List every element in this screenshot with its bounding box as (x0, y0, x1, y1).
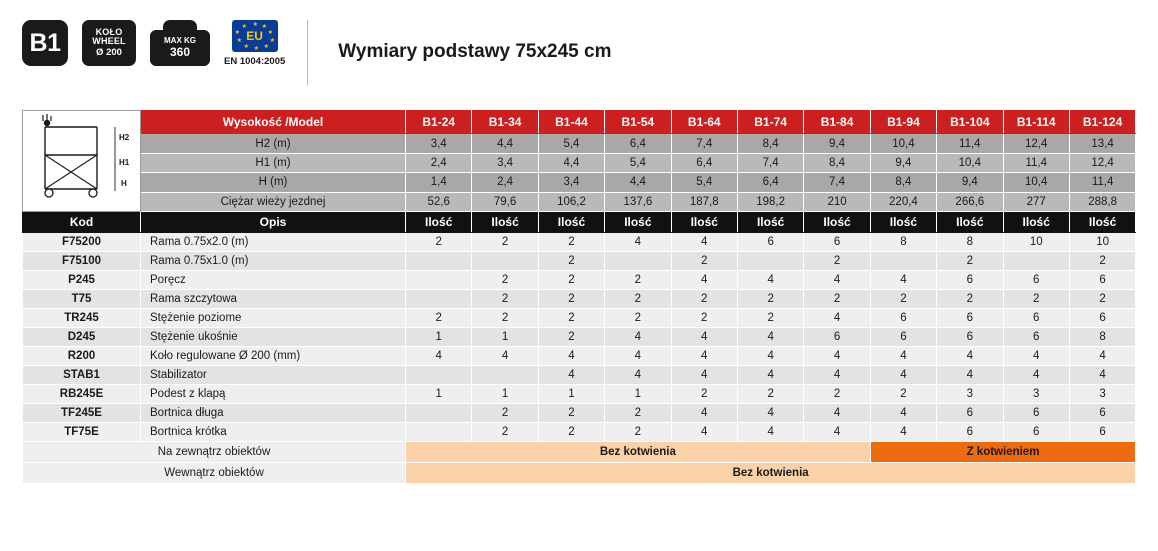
subheader-qty-5: Ilość (737, 212, 803, 233)
row-qty-cell: 4 (671, 233, 737, 252)
spec-cell: 11,4 (1069, 173, 1135, 192)
row-qty-cell: 2 (605, 290, 671, 309)
row-code: F75200 (23, 233, 141, 252)
row-qty-cell (406, 404, 472, 423)
footer-label: Wewnątrz obiektów (23, 463, 406, 484)
row-qty-cell: 4 (671, 328, 737, 347)
spec-row-label: Ciężar wieży jezdnej (141, 192, 406, 211)
row-qty-cell: 1 (406, 328, 472, 347)
footer-segment: Bez kotwienia (406, 442, 871, 463)
spec-cell: 277 (1003, 192, 1069, 211)
badge-maxkg-body (150, 30, 210, 66)
header-model-4: B1-64 (671, 111, 737, 134)
subheader-qty-7: Ilość (870, 212, 936, 233)
spec-cell: 10,4 (1003, 173, 1069, 192)
row-qty-cell: 3 (1069, 385, 1135, 404)
row-qty-cell: 6 (1003, 423, 1069, 442)
spec-cell: 8,4 (870, 173, 936, 192)
row-qty-cell: 4 (804, 423, 870, 442)
table-row (23, 252, 1136, 271)
diagram-label-h2: H2 (119, 133, 130, 142)
row-qty-cell: 2 (472, 290, 538, 309)
row-qty-cell: 2 (870, 290, 936, 309)
row-qty-cell (406, 366, 472, 385)
row-qty-cell: 4 (937, 347, 1003, 366)
eu-star-icon: ★ (236, 38, 243, 44)
table-row (23, 233, 1136, 252)
table-row (23, 404, 1136, 423)
row-qty-cell: 4 (605, 347, 671, 366)
spec-cell: 210 (804, 192, 870, 211)
spec-cell: 7,4 (737, 153, 803, 172)
row-desc: Bortnica krótka (141, 423, 406, 442)
row-qty-cell (472, 252, 538, 271)
row-qty-cell: 4 (605, 233, 671, 252)
row-code: STAB1 (23, 366, 141, 385)
header-model-7: B1-94 (870, 111, 936, 134)
spec-cell: 11,4 (1003, 153, 1069, 172)
row-qty-cell: 3 (937, 385, 1003, 404)
row-qty-cell: 4 (804, 271, 870, 290)
row-qty-cell: 2 (737, 290, 803, 309)
row-qty-cell: 6 (804, 328, 870, 347)
row-qty-cell: 4 (737, 423, 803, 442)
row-qty-cell: 2 (870, 385, 936, 404)
spec-cell: 79,6 (472, 192, 538, 211)
row-qty-cell: 6 (937, 423, 1003, 442)
row-qty-cell: 6 (1069, 309, 1135, 328)
subheader-qty-9: Ilość (1003, 212, 1069, 233)
table-row (23, 347, 1136, 366)
eu-star-icon: ★ (261, 24, 268, 30)
row-qty-cell (1003, 252, 1069, 271)
spec-cell: 187,8 (671, 192, 737, 211)
spec-cell: 4,4 (605, 173, 671, 192)
spec-cell: 3,4 (406, 134, 472, 153)
badge-b1-label: B1 (29, 28, 61, 57)
row-code: D245 (23, 328, 141, 347)
row-qty-cell: 2 (605, 271, 671, 290)
row-desc: Koło regulowane Ø 200 (mm) (141, 347, 406, 366)
row-qty-cell: 2 (538, 290, 604, 309)
eu-star-icon: ★ (234, 30, 241, 36)
spec-row-label: H1 (m) (141, 153, 406, 172)
header-spec-label: Wysokość /Model (141, 111, 406, 134)
row-qty-cell: 1 (472, 328, 538, 347)
subheader-qty-10: Ilość (1069, 212, 1135, 233)
eu-flag-label: EU (246, 29, 263, 43)
table-subheader-row (23, 212, 1136, 233)
row-qty-cell: 4 (472, 347, 538, 366)
row-qty-cell: 4 (737, 328, 803, 347)
row-code: T75 (23, 290, 141, 309)
row-desc: Rama szczytowa (141, 290, 406, 309)
row-qty-cell: 10 (1003, 233, 1069, 252)
header-model-0: B1-24 (406, 111, 472, 134)
table-row (23, 290, 1136, 309)
row-qty-cell: 2 (538, 328, 604, 347)
diagram-label-h1: H1 (119, 158, 130, 167)
subheader-qty-1: Ilość (472, 212, 538, 233)
row-desc: Stężenie poziome (141, 309, 406, 328)
spec-cell: 2,4 (406, 153, 472, 172)
row-code: R200 (23, 347, 141, 366)
row-qty-cell: 4 (671, 271, 737, 290)
spec-row (23, 153, 1136, 172)
table-row (23, 309, 1136, 328)
row-qty-cell: 6 (1003, 271, 1069, 290)
spec-cell: 266,6 (937, 192, 1003, 211)
row-qty-cell: 6 (937, 404, 1003, 423)
eu-star-icon: ★ (267, 30, 274, 36)
spec-cell: 9,4 (937, 173, 1003, 192)
row-qty-cell: 2 (737, 309, 803, 328)
row-qty-cell: 2 (1003, 290, 1069, 309)
spec-cell: 5,4 (605, 153, 671, 172)
spec-cell: 2,4 (472, 173, 538, 192)
eu-star-icon: ★ (263, 44, 270, 50)
spec-cell: 7,4 (671, 134, 737, 153)
row-qty-cell (472, 366, 538, 385)
spec-row-label: H (m) (141, 173, 406, 192)
row-desc: Rama 0.75x1.0 (m) (141, 252, 406, 271)
row-qty-cell: 4 (870, 404, 936, 423)
row-qty-cell: 2 (538, 252, 604, 271)
spec-table-wrapper (22, 110, 1136, 484)
row-qty-cell: 6 (870, 309, 936, 328)
row-qty-cell (406, 290, 472, 309)
row-qty-cell (406, 271, 472, 290)
row-qty-cell: 4 (870, 423, 936, 442)
row-qty-cell: 2 (671, 290, 737, 309)
header-model-8: B1-104 (937, 111, 1003, 134)
footer-label: Na zewnątrz obiektów (23, 442, 406, 463)
row-qty-cell: 6 (1003, 404, 1069, 423)
row-qty-cell: 2 (472, 271, 538, 290)
row-qty-cell: 8 (937, 233, 1003, 252)
footer-segment: Z kotwieniem (870, 442, 1136, 463)
header-model-1: B1-34 (472, 111, 538, 134)
eu-star-icon: ★ (241, 24, 248, 30)
row-qty-cell: 6 (804, 233, 870, 252)
eu-star-icon: ★ (269, 38, 276, 44)
header-model-5: B1-74 (737, 111, 803, 134)
row-qty-cell: 3 (1003, 385, 1069, 404)
row-qty-cell: 6 (1003, 328, 1069, 347)
spec-cell: 5,4 (538, 134, 604, 153)
table-row (23, 423, 1136, 442)
spec-table (22, 110, 1136, 484)
row-qty-cell: 4 (605, 366, 671, 385)
row-qty-cell: 4 (538, 366, 604, 385)
row-qty-cell: 4 (1003, 366, 1069, 385)
page-title: Wymiary podstawy 75x245 cm (338, 41, 612, 62)
row-qty-cell: 2 (671, 385, 737, 404)
spec-cell: 198,2 (737, 192, 803, 211)
spec-cell: 52,6 (406, 192, 472, 211)
row-qty-cell: 2 (605, 309, 671, 328)
badge-b1 (22, 20, 68, 66)
badge-wheel-icon (82, 20, 136, 66)
row-qty-cell: 4 (870, 347, 936, 366)
row-qty-cell: 2 (937, 252, 1003, 271)
row-qty-cell: 4 (671, 347, 737, 366)
row-qty-cell: 4 (538, 347, 604, 366)
row-qty-cell (406, 252, 472, 271)
row-qty-cell: 2 (472, 423, 538, 442)
row-qty-cell: 4 (804, 366, 870, 385)
eu-star-icon: ★ (243, 44, 250, 50)
row-qty-cell: 4 (737, 347, 803, 366)
row-qty-cell: 2 (538, 271, 604, 290)
row-qty-cell (870, 252, 936, 271)
badge-maxkg-line2: 360 (169, 44, 191, 59)
spec-cell: 12,4 (1003, 134, 1069, 153)
row-qty-cell: 8 (870, 233, 936, 252)
table-row (23, 366, 1136, 385)
spec-cell: 6,4 (605, 134, 671, 153)
spec-cell: 1,4 (406, 173, 472, 192)
row-qty-cell: 4 (406, 347, 472, 366)
row-qty-cell: 6 (1069, 423, 1135, 442)
spec-cell: 6,4 (737, 173, 803, 192)
subheader-qty-3: Ilość (605, 212, 671, 233)
row-qty-cell: 2 (406, 233, 472, 252)
footer-row (23, 463, 1136, 484)
subheader-desc: Opis (141, 212, 406, 233)
row-qty-cell: 1 (538, 385, 604, 404)
row-qty-cell: 4 (671, 366, 737, 385)
row-code: RB245E (23, 385, 141, 404)
row-code: P245 (23, 271, 141, 290)
row-desc: Bortnica długa (141, 404, 406, 423)
row-qty-cell: 2 (1069, 252, 1135, 271)
footer-segment: Bez kotwienia (406, 463, 1136, 484)
row-qty-cell (605, 252, 671, 271)
spec-cell: 6,4 (671, 153, 737, 172)
tower-diagram-cell (23, 111, 141, 212)
row-qty-cell: 2 (804, 252, 870, 271)
spec-cell: 106,2 (538, 192, 604, 211)
header-model-9: B1-114 (1003, 111, 1069, 134)
row-qty-cell: 2 (472, 404, 538, 423)
row-qty-cell: 2 (472, 309, 538, 328)
table-row (23, 271, 1136, 290)
spec-row (23, 192, 1136, 211)
row-qty-cell: 6 (737, 233, 803, 252)
row-qty-cell: 2 (605, 404, 671, 423)
spec-row-label: H2 (m) (141, 134, 406, 153)
spec-cell: 4,4 (538, 153, 604, 172)
row-qty-cell: 2 (804, 290, 870, 309)
badge-wheel-line3: Ø 200 (96, 47, 122, 59)
row-qty-cell: 1 (472, 385, 538, 404)
subheader-qty-4: Ilość (671, 212, 737, 233)
spec-table-body (23, 111, 1136, 484)
row-desc: Stężenie ukośnie (141, 328, 406, 347)
row-qty-cell: 4 (671, 404, 737, 423)
eu-star-icon: ★ (252, 22, 259, 28)
subheader-qty-2: Ilość (538, 212, 604, 233)
row-qty-cell: 4 (737, 404, 803, 423)
subheader-qty-0: Ilość (406, 212, 472, 233)
header-model-6: B1-84 (804, 111, 870, 134)
header-model-10: B1-124 (1069, 111, 1135, 134)
header-model-2: B1-44 (538, 111, 604, 134)
spec-row (23, 173, 1136, 192)
spec-cell: 220,4 (870, 192, 936, 211)
row-qty-cell: 2 (804, 385, 870, 404)
row-desc: Rama 0.75x2.0 (m) (141, 233, 406, 252)
row-qty-cell: 10 (1069, 233, 1135, 252)
row-qty-cell: 2 (538, 404, 604, 423)
eu-star-icon: ★ (253, 46, 260, 52)
spec-cell: 10,4 (937, 153, 1003, 172)
row-desc: Poręcz (141, 271, 406, 290)
row-qty-cell (737, 252, 803, 271)
diagram-label-h: H (121, 179, 127, 188)
spec-cell: 3,4 (472, 153, 538, 172)
table-header-row (23, 111, 1136, 134)
row-desc: Podest z klapą (141, 385, 406, 404)
footer-row (23, 442, 1136, 463)
row-qty-cell: 2 (671, 309, 737, 328)
row-qty-cell: 6 (937, 309, 1003, 328)
row-code: TR245 (23, 309, 141, 328)
spec-row (23, 134, 1136, 153)
row-qty-cell: 2 (671, 252, 737, 271)
spec-cell: 4,4 (472, 134, 538, 153)
row-qty-cell: 4 (1003, 347, 1069, 366)
spec-cell: 12,4 (1069, 153, 1135, 172)
spec-cell: 5,4 (671, 173, 737, 192)
eu-flag-icon (232, 20, 278, 52)
spec-cell: 8,4 (804, 153, 870, 172)
subheader-code: Kod (23, 212, 141, 233)
row-qty-cell: 1 (605, 385, 671, 404)
spec-cell: 9,4 (804, 134, 870, 153)
row-qty-cell: 4 (1069, 347, 1135, 366)
tower-diagram (23, 111, 139, 211)
badge-maxkg-icon (150, 20, 210, 66)
row-code: TF75E (23, 423, 141, 442)
row-qty-cell: 4 (605, 328, 671, 347)
row-code: F75100 (23, 252, 141, 271)
spec-cell: 137,6 (605, 192, 671, 211)
row-qty-cell: 4 (1069, 366, 1135, 385)
spec-cell: 288,8 (1069, 192, 1135, 211)
row-qty-cell: 4 (937, 366, 1003, 385)
row-qty-cell: 8 (1069, 328, 1135, 347)
row-qty-cell: 4 (671, 423, 737, 442)
row-qty-cell: 6 (937, 271, 1003, 290)
header-model-3: B1-54 (605, 111, 671, 134)
subheader-qty-8: Ilość (937, 212, 1003, 233)
row-qty-cell: 6 (870, 328, 936, 347)
table-row (23, 385, 1136, 404)
spec-cell: 11,4 (937, 134, 1003, 153)
row-qty-cell: 6 (1069, 271, 1135, 290)
spec-cell: 3,4 (538, 173, 604, 192)
spec-cell: 13,4 (1069, 134, 1135, 153)
row-qty-cell: 4 (870, 271, 936, 290)
spec-cell: 10,4 (870, 134, 936, 153)
spec-cell: 8,4 (737, 134, 803, 153)
row-qty-cell: 2 (538, 309, 604, 328)
row-code: TF245E (23, 404, 141, 423)
row-qty-cell: 4 (870, 366, 936, 385)
row-qty-cell: 4 (737, 271, 803, 290)
badge-maxkg-line1: MAX KG (164, 36, 196, 45)
row-qty-cell: 2 (737, 385, 803, 404)
row-qty-cell: 2 (538, 423, 604, 442)
row-qty-cell: 1 (406, 385, 472, 404)
row-qty-cell: 4 (804, 404, 870, 423)
badge-wheel-line1: KOŁO (95, 26, 123, 37)
row-qty-cell: 2 (406, 309, 472, 328)
row-qty-cell: 4 (804, 347, 870, 366)
badge-eu-norm (224, 20, 285, 67)
header (22, 20, 1136, 92)
row-qty-cell: 2 (937, 290, 1003, 309)
row-qty-cell: 2 (538, 233, 604, 252)
en-norm-label: EN 1004:2005 (224, 56, 286, 67)
row-qty-cell: 6 (1003, 309, 1069, 328)
table-row (23, 328, 1136, 347)
badge-maxkg-cap (163, 20, 197, 32)
subheader-qty-6: Ilość (804, 212, 870, 233)
row-qty-cell: 4 (737, 366, 803, 385)
badge-wheel-line2: WHEEL (92, 36, 126, 47)
row-qty-cell: 2 (1069, 290, 1135, 309)
spec-cell: 9,4 (870, 153, 936, 172)
badge-group (22, 20, 308, 86)
row-qty-cell: 6 (1069, 404, 1135, 423)
row-qty-cell (406, 423, 472, 442)
row-qty-cell: 6 (937, 328, 1003, 347)
row-qty-cell: 2 (605, 423, 671, 442)
row-desc: Stabilizator (141, 366, 406, 385)
row-qty-cell: 4 (804, 309, 870, 328)
row-qty-cell: 2 (472, 233, 538, 252)
spec-cell: 7,4 (804, 173, 870, 192)
